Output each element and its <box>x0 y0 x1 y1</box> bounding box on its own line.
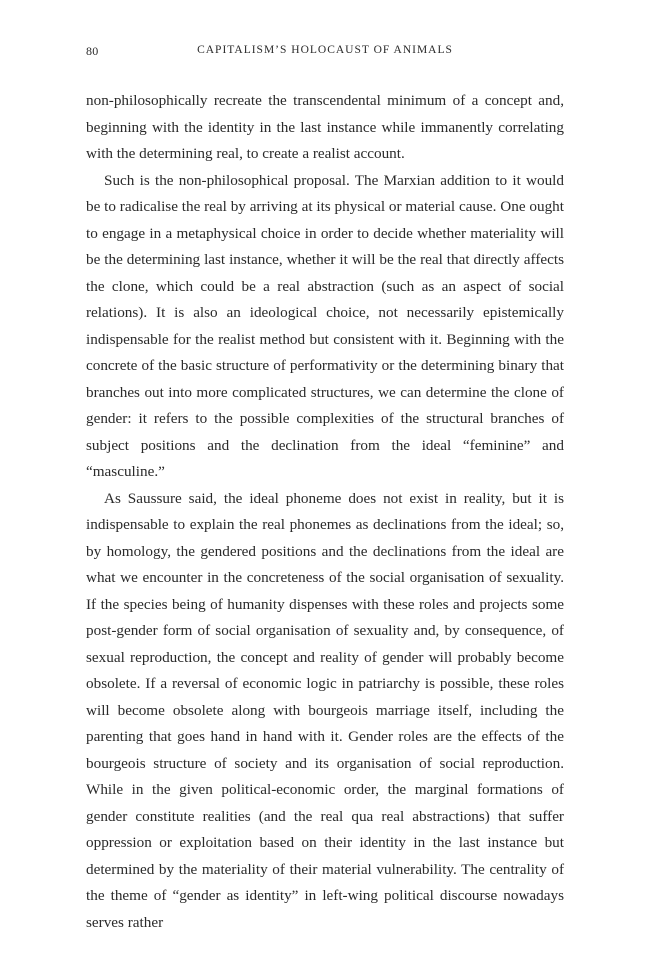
page-header <box>86 44 564 64</box>
paragraph-continued: non-philosophically recreate the transcendental minimum of a concept and, beginning with the identity in the last instance while immanently correlating with the determining real, to create a realist account. <box>86 92 564 162</box>
body-text <box>86 88 564 936</box>
page-number: 80 <box>86 44 99 58</box>
paragraph-saussure: As Saussure said, the ideal phoneme does not exist in reality, but it is indispensable to explain the real phonemes as declinations from the ideal; so, by homology, the gendered positions and the declinations from the ideal are what we encounter in the concreteness of the social organisation of sexuality. If the species being of humanity dispenses with these roles and projects some post-gender form of social organisation of sexuality and, by consequence, of sexual reproduction, the concept and reality of gender will probably become obsolete. If a reversal of economic logic in patriarchy is possible, these roles will become obsolete along with bourgeois marriage itself, including the parenting that goes hand in hand with it. Gender roles are the effects of the bourgeois structure of society and its organisation of social reproduction. While in the given political-economic order, the marginal formations of gender constitute realities (and the real qua real abstractions) that suffer oppression or exploitation based on their identity in the last instance but determined by the materiality of their material vulnerability. The centrality of the theme of “gender as identity” in left-wing political discourse nowadays serves rather <box>86 489 564 931</box>
paragraph-non-philosophical-proposal: Such is the non-philosophical proposal. The Marxian addition to it would be to radicalise the real by arriving at its physical or material cause. One ought to engage in a metaphysical choice in order to decide whether materiality will be the determining last instance, whether it will be the real that directly affects the clone, which could be a real abstraction (such as an aspect of social relations). It is also an ideological choice, not necessarily epistemically indispensable for the realist method but consistent with it. Beginning with the concrete of the basic structure of performativity or the determining binary that branches out into more complicated structures, we can determine the clone of gender: it refers to the possible complexities of the structural branches of subject positions and the declination from the ideal “feminine” and “masculine.” <box>86 171 564 480</box>
running-title: CAPITALISM’S HOLOCAUST OF ANIMALS <box>197 44 453 56</box>
